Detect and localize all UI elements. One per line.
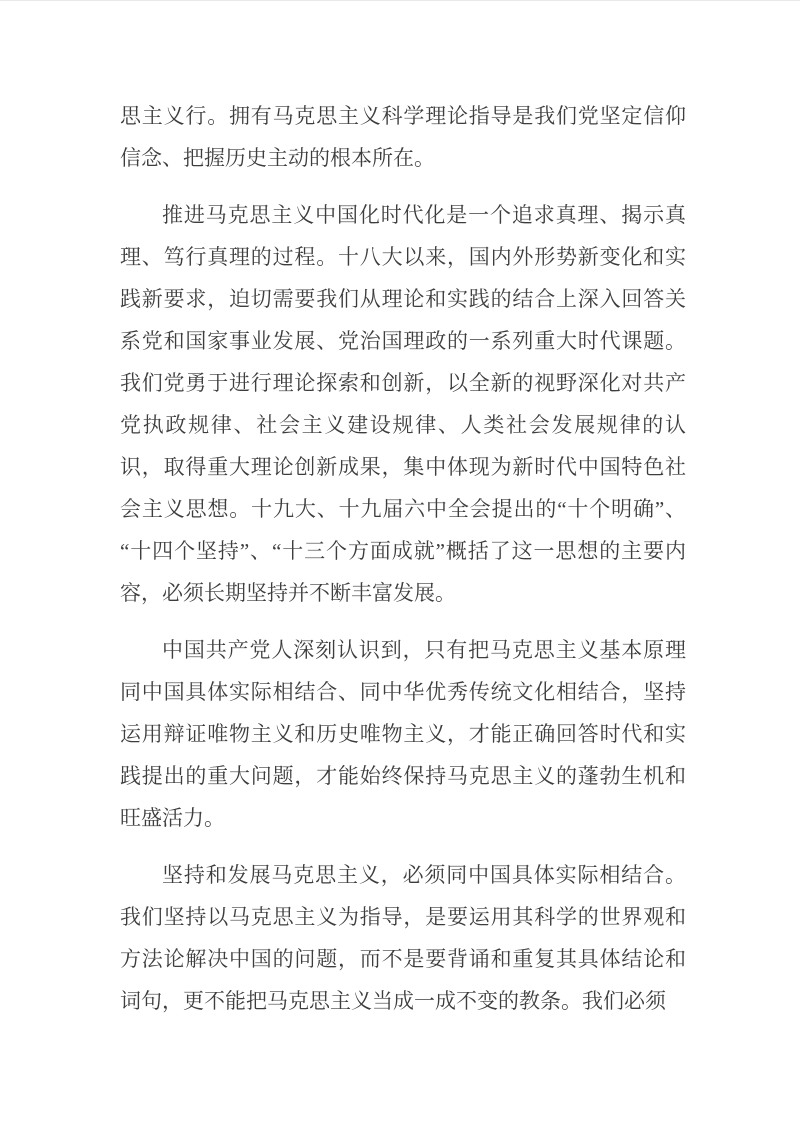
paragraph-4: 坚持和发展马克思主义，必须同中国具体实际相结合。我们坚持以马克思主义为指导，是要运用其科学的世界观和方法论解决中国的问题，而不是要背诵和重复其具体结论和词句，更不能把马克思主义当成一成不变的教条。我们必须 — [120, 863, 686, 1013]
paragraph-3: 中国共产党人深刻认识到，只有把马克思主义基本原理同中国具体实际相结合、同中华优秀传统文化相结合，坚持运用辩证唯物主义和历史唯物主义，才能正确回答时代和实践提出的重大问题，才能始终保持马克思主义的蓬勃生机和旺盛活力。 — [120, 638, 686, 830]
paragraph-2: 推进马克思主义中国化时代化是一个追求真理、揭示真理、笃行真理的过程。十八大以来，国内外形势新变化和实践新要求，迫切需要我们从理论和实践的结合上深入回答关系党和国家事业发展、党治国理政的一系列重大时代课题。我们党勇于进行理论探索和创新，以全新的视野深化对共产党执政规律、社会主义建设规律、人类社会发展规律的认识，取得重大理论创新成果，集中体现为新时代中国特色社会主义思想。十九大、十九届六中全会提出的“十个明确”、“十四个坚持”、“十三个方面成就”概括了这一思想的主要内容，必须长期坚持并不断丰富发展。 — [120, 203, 686, 605]
paragraph-continuation: 思主义行。拥有马克思主义科学理论指导是我们党坚定信仰信念、把握历史主动的根本所在。 — [120, 104, 686, 170]
